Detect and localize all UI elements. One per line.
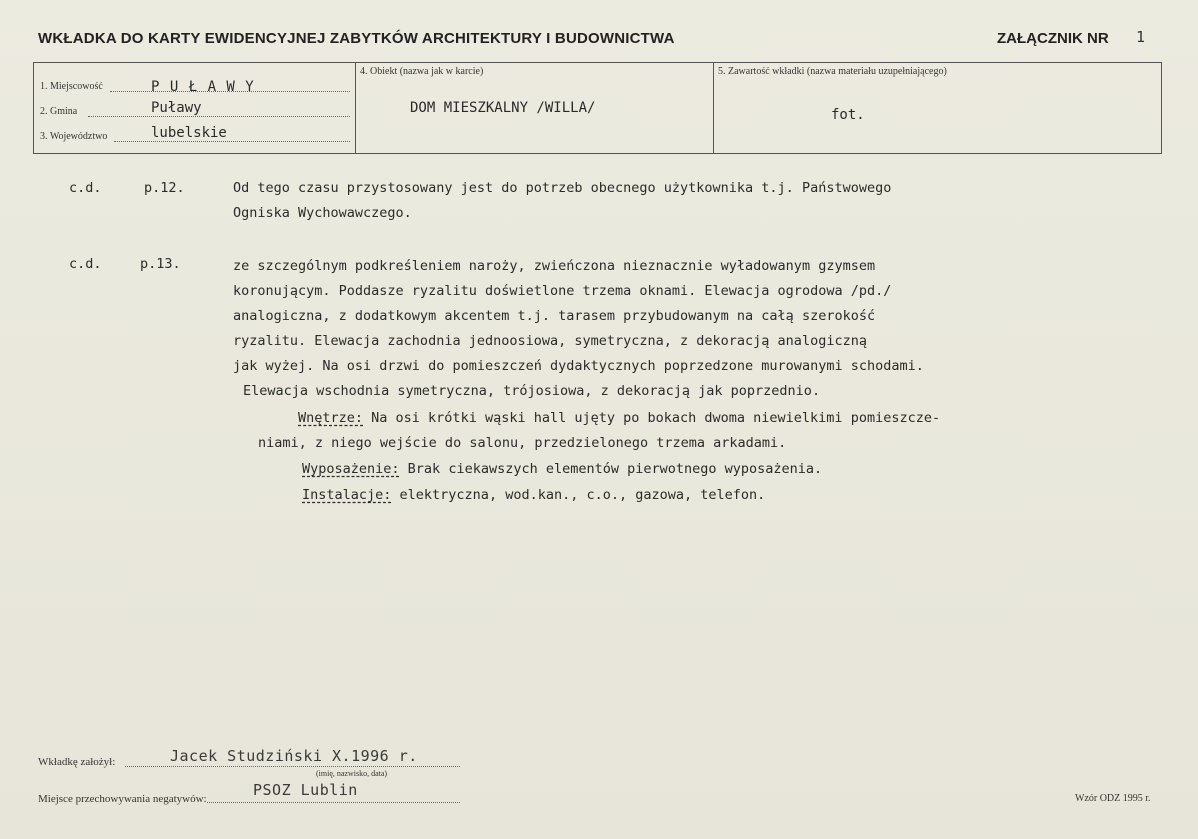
text-line: ryzalitu. Elewacja zachodnia jednoosiowa, symetryczna, z dekoracją analogiczną [233, 333, 867, 349]
interior-text: Na osi krótki wąski hall ujęty po bokach dwoma niewielkimi pomieszcze- [363, 410, 941, 426]
text-line: Od tego czasu przystosowany jest do potrzeb obecnego użytkownika t.j. Państwowego [233, 180, 892, 196]
installations-line [302, 487, 765, 503]
storage-label: Miejsce przechowywania negatywów: [38, 793, 207, 805]
section-prefix: c.d. [69, 180, 102, 196]
text-line: Ogniska Wychowawczego. [233, 205, 412, 221]
annex-number: 1 [1136, 28, 1146, 46]
text-line: niami, z niego wejście do salonu, przedzielonego trzema arkadami. [258, 435, 787, 451]
locality-value: P U Ł A W Y [151, 79, 255, 95]
section-point: p.13. [140, 256, 181, 272]
form-version: Wzór ODZ 1995 r. [1075, 793, 1151, 804]
installations-label: Instalacje: [302, 487, 392, 503]
object-value: DOM MIESZKALNY /WILLA/ [410, 100, 596, 116]
interior-label: Wnętrze: [298, 410, 364, 426]
text-line: analogiczna, z dodatkowym akcentem t.j. tarasem przybudowanym na całą szerokość [233, 308, 876, 324]
commune-value: Puławy [151, 100, 202, 116]
contents-value: fot. [831, 107, 865, 123]
author-value: Jacek Studziński X.1996 r. [170, 747, 418, 765]
voivodeship-value: lubelskie [151, 125, 227, 141]
author-dotted-line [125, 766, 460, 767]
voivodeship-dotted-line [114, 141, 350, 142]
commune-label: 2. Gmina [40, 106, 78, 117]
commune-dotted-line [88, 116, 350, 117]
equipment-text: Brak ciekawszych elementów pierwotnego wyposażenia. [399, 461, 823, 477]
storage-dotted-line [207, 802, 460, 803]
equipment-label: Wyposażenie: [302, 461, 400, 477]
object-label: 4. Obiekt (nazwa jak w karcie) [360, 66, 484, 77]
frame-divider-2 [713, 62, 714, 154]
locality-label: 1. Miejscowość [40, 81, 103, 92]
form-title: WKŁADKA DO KARTY EWIDENCYJNEJ ZABYTKÓW ARCHITEKTURY I BUDOWNICTWA [38, 30, 675, 47]
storage-value: PSOZ Lublin [253, 781, 358, 799]
text-line: jak wyżej. Na osi drzwi do pomieszczeń dydaktycznych poprzedzone murowanymi schodami. [233, 358, 924, 374]
contents-label: 5. Zawartość wkładki (nazwa materiału uzupełniającego) [718, 66, 947, 77]
text-line: ze szczególnym podkreśleniem naroży, zwieńczona nieznacznie wyładowanym gzymsem [233, 258, 876, 274]
installations-text: elektryczna, wod.kan., c.o., gazowa, telefon. [391, 487, 766, 503]
author-hint: (imię, nazwisko, data) [316, 769, 388, 778]
author-label: Wkładkę założył: [38, 756, 116, 768]
voivodeship-label: 3. Województwo [40, 131, 108, 142]
frame-divider-1 [355, 62, 356, 154]
annex-label: ZAŁĄCZNIK NR [997, 30, 1109, 47]
section-point: p.12. [144, 180, 185, 196]
text-line: Elewacja wschodnia symetryczna, trójosiowa, z dekoracją jak poprzednio. [243, 383, 821, 399]
interior-line [298, 410, 940, 426]
section-prefix: c.d. [69, 256, 102, 272]
equipment-line [302, 461, 822, 477]
text-line: koronującym. Poddasze ryzalitu doświetlone trzema oknami. Elewacja ogrodowa /pd./ [233, 283, 892, 299]
